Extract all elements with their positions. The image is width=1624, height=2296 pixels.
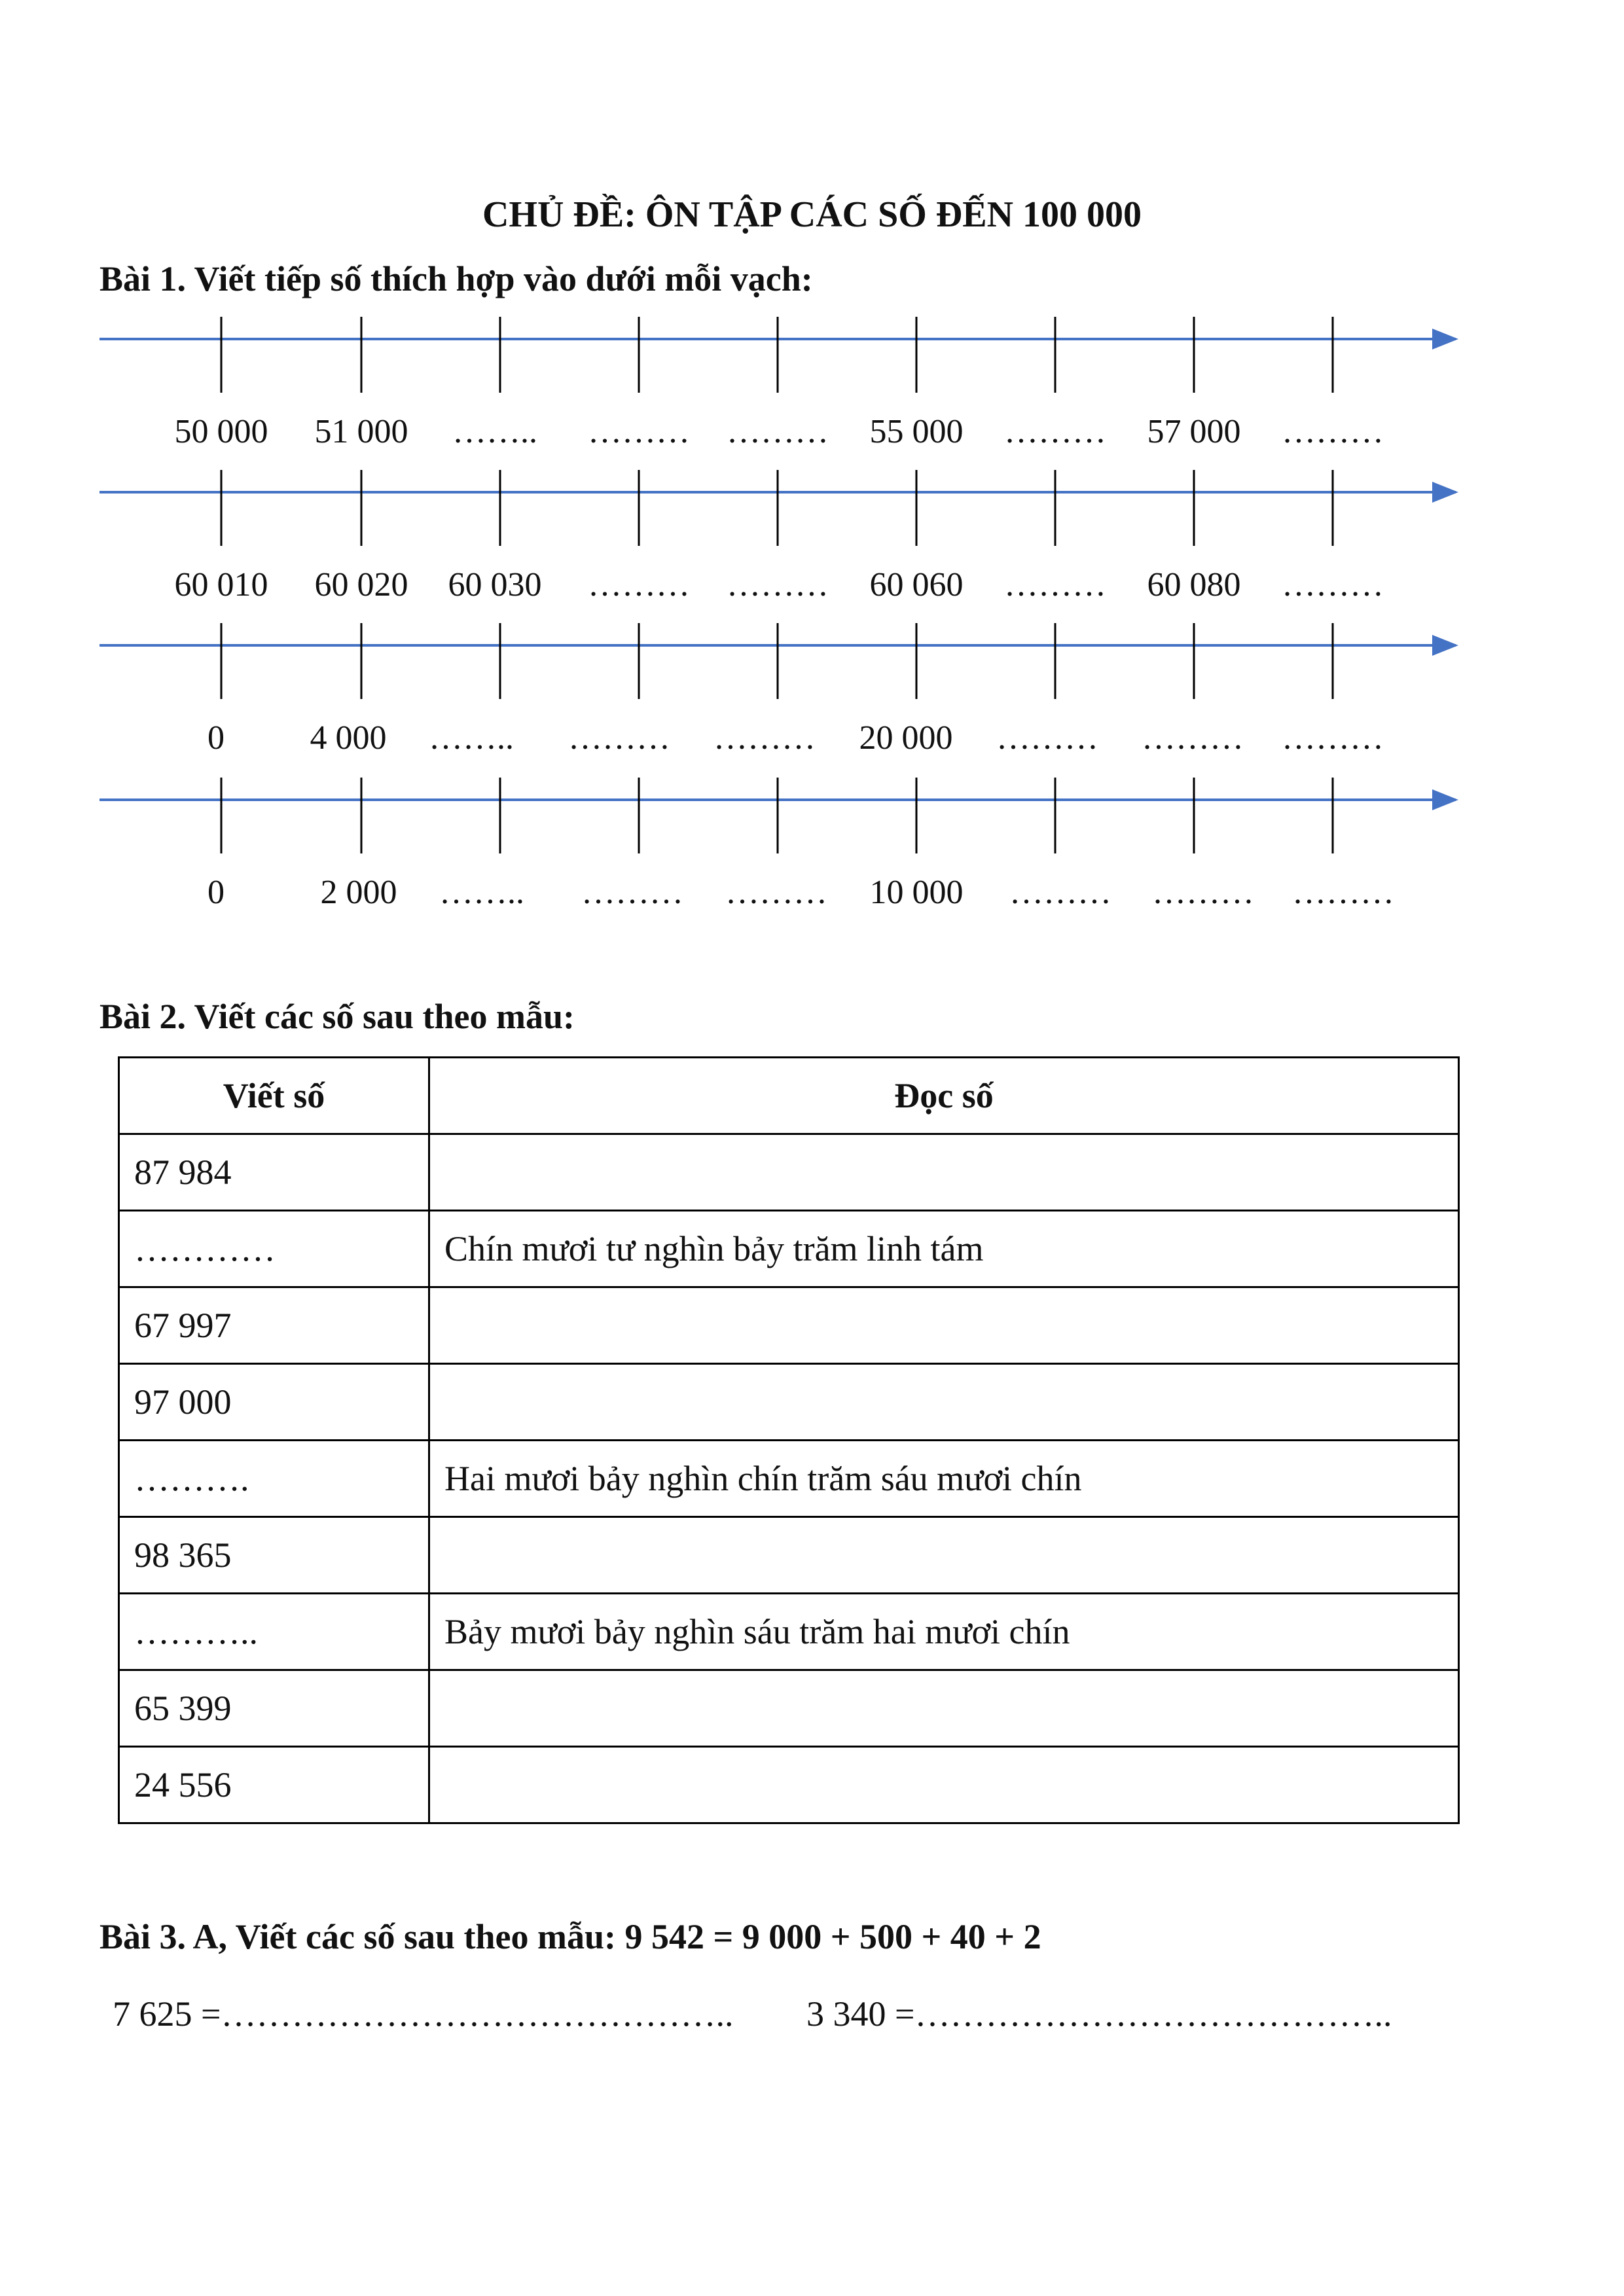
table-row xyxy=(119,1364,1459,1441)
cell-reading[interactable] xyxy=(429,1517,1459,1594)
number-line-label[interactable]: …….. xyxy=(429,719,514,757)
number-line-label[interactable]: ……… xyxy=(725,874,827,911)
cell-number[interactable]: 87 984 xyxy=(119,1134,429,1211)
cell-reading[interactable] xyxy=(429,1747,1459,1823)
cell-number[interactable]: 98 365 xyxy=(119,1517,429,1594)
table-row xyxy=(119,1134,1459,1211)
number-line-label: 0 xyxy=(208,719,225,757)
number-line-label[interactable]: ……… xyxy=(588,413,690,450)
cell-number[interactable]: ………. xyxy=(119,1441,429,1517)
cell-number[interactable]: 97 000 xyxy=(119,1364,429,1441)
number-line-label: 60 010 xyxy=(174,566,268,603)
number-line-label[interactable]: …….. xyxy=(439,874,524,911)
number-line-label[interactable]: ……… xyxy=(1282,566,1384,603)
number-line-label[interactable]: ……… xyxy=(1004,566,1106,603)
cell-reading[interactable]: Bảy mươi bảy nghìn sáu trăm hai mươi chín xyxy=(429,1594,1459,1670)
bai3-heading: Bài 3. A, Viết các số sau theo mẫu: 9 542 = 9 000 + 500 + 40 + 2 xyxy=(99,1917,1041,1956)
cell-reading[interactable]: Chín mươi tư nghìn bảy trăm linh tám xyxy=(429,1211,1459,1287)
table-row xyxy=(119,1441,1459,1517)
number-line-label[interactable]: ……… xyxy=(1282,413,1384,450)
number-line-label[interactable]: ……… xyxy=(727,413,829,450)
cell-reading[interactable] xyxy=(429,1287,1459,1364)
number-line-label: 60 030 xyxy=(448,566,542,603)
cell-number[interactable]: 67 997 xyxy=(119,1287,429,1364)
bai2-heading: Bài 2. Viết các số sau theo mẫu: xyxy=(99,997,575,1036)
number-line-label: 50 000 xyxy=(174,413,268,450)
number-line-label: 60 020 xyxy=(314,566,408,603)
bai3-item-1[interactable]: 7 625 =…………………………………….. xyxy=(113,1994,734,2034)
number-line-label: 57 000 xyxy=(1147,413,1241,450)
number-line-label: 51 000 xyxy=(314,413,408,450)
number-line-label[interactable]: ……… xyxy=(1152,874,1254,911)
cell-number[interactable]: ………… xyxy=(119,1211,429,1287)
number-line-label[interactable]: ……… xyxy=(727,566,829,603)
number-line-label[interactable]: ……… xyxy=(1009,874,1111,911)
number-line-label: 60 080 xyxy=(1147,566,1241,603)
cell-number[interactable]: 24 556 xyxy=(119,1747,429,1823)
bai1-heading: Bài 1. Viết tiếp số thích hợp vào dưới mỗi vạch: xyxy=(99,259,813,298)
number-line-label: 10 000 xyxy=(869,874,964,911)
cell-reading[interactable]: Hai mươi bảy nghìn chín trăm sáu mươi chín xyxy=(429,1441,1459,1517)
number-line-label[interactable]: ……… xyxy=(1282,719,1384,757)
number-line-label[interactable]: ……… xyxy=(713,719,816,757)
cell-reading[interactable] xyxy=(429,1364,1459,1441)
number-line-label[interactable]: ……… xyxy=(1292,874,1394,911)
cell-reading[interactable] xyxy=(429,1134,1459,1211)
number-line-label: 4 000 xyxy=(310,719,387,757)
number-line-label[interactable]: ……… xyxy=(996,719,1098,757)
number-line-label[interactable]: ……… xyxy=(581,874,683,911)
table-row xyxy=(119,1211,1459,1287)
table-row xyxy=(119,1287,1459,1364)
cell-number[interactable]: 65 399 xyxy=(119,1670,429,1747)
table-row xyxy=(119,1517,1459,1594)
bai3-item-2[interactable]: 3 340 =………………………………….. xyxy=(806,1994,1392,2034)
number-line-label[interactable]: ……… xyxy=(568,719,670,757)
number-table xyxy=(118,1056,1460,1824)
cell-reading[interactable] xyxy=(429,1670,1459,1747)
number-line-label: 20 000 xyxy=(859,719,953,757)
table-row xyxy=(119,1670,1459,1747)
number-line-label[interactable]: ……… xyxy=(1004,413,1106,450)
table-row xyxy=(119,1747,1459,1823)
header-write-number: Viết số xyxy=(119,1058,429,1134)
number-line-label: 60 060 xyxy=(869,566,964,603)
number-line-label[interactable]: ……… xyxy=(1142,719,1244,757)
page-title: CHỦ ĐỀ: ÔN TẬP CÁC SỐ ĐẾN 100 000 xyxy=(482,194,1142,235)
cell-number[interactable]: ……….. xyxy=(119,1594,429,1670)
number-line-label[interactable]: …….. xyxy=(452,413,537,450)
number-line-label: 0 xyxy=(208,874,225,911)
number-line-label[interactable]: ……… xyxy=(588,566,690,603)
number-line-label: 55 000 xyxy=(869,413,964,450)
number-line-label: 2 000 xyxy=(320,874,397,911)
table-row xyxy=(119,1594,1459,1670)
table-header-row xyxy=(119,1058,1459,1134)
header-read-number: Đọc số xyxy=(429,1058,1459,1134)
